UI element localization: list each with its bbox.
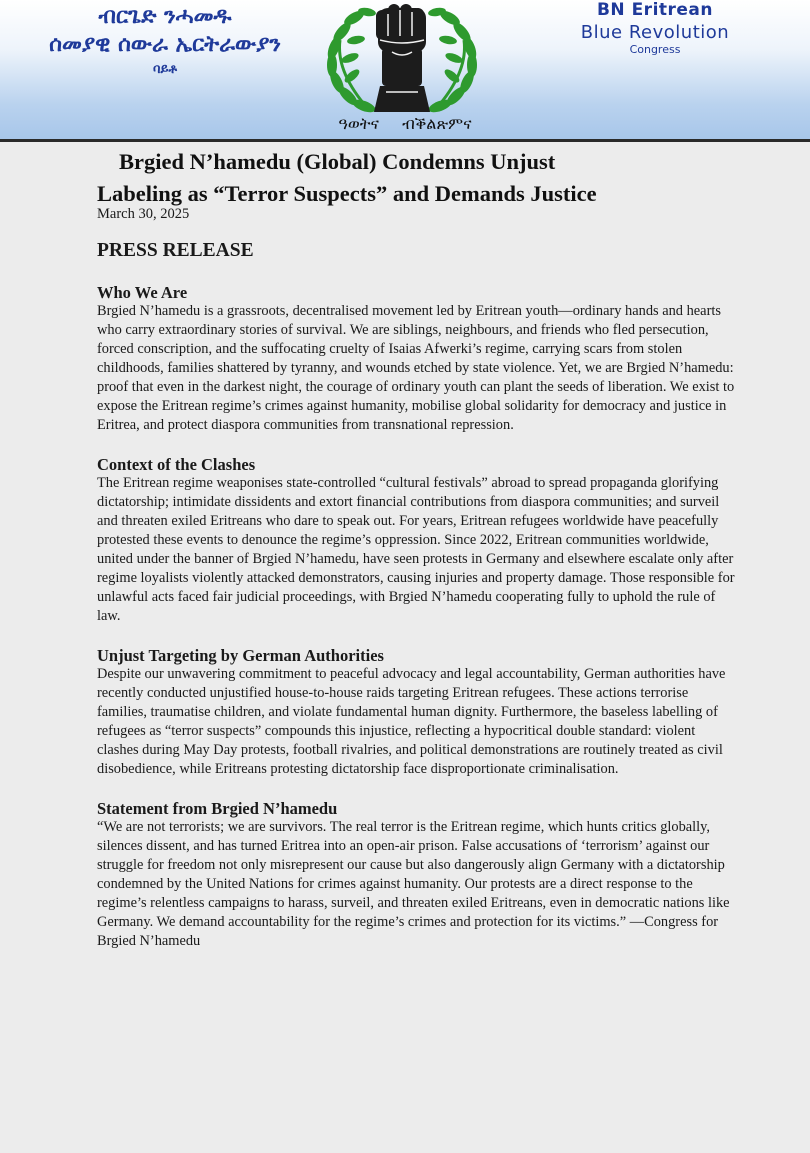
section-who-we-are	[97, 283, 737, 435]
tigrinya-name-line1: ብርጌድ ንሓመዱ	[98, 4, 232, 29]
section-context-of-clashes	[97, 455, 737, 626]
section-body: “We are not terrorists; we are survivors. The real terror is the Eritrean regime, which hunts critics globally, silences dissent, and has turned Eritrea into an open-air prison. False accusations of ‘terrorism’ against our struggle for freedom not only misrepresent our cause but also dangerously align Germany with a dictatorship condemned by the United Nations for crimes against humanity. Our protests are a direct response to the regime’s relentless campaigns to harass, surveil, and threaten exiled Eritreans, even in democratic nations like Germany. We demand accountability for the regime’s crimes and protection for its victims.” —Congress for Brgied N’hamedu	[97, 819, 730, 949]
press-release-label: PRESS RELEASE	[97, 240, 254, 261]
section-heading: Unjust Targeting by German Authorities	[97, 646, 384, 665]
section-heading: Who We Are	[97, 283, 188, 302]
section-heading: Context of the Clashes	[97, 455, 256, 474]
letterhead	[0, 0, 810, 140]
tigrinya-name-line3: ባይቶ	[153, 62, 177, 77]
section-heading: Statement from Brgied N’hamedu	[97, 799, 338, 818]
title-line2: Labeling as “Terror Suspects” and Demands Justice	[97, 181, 597, 206]
tigrinya-motto: ዓወትና ብቕልጽምና	[338, 114, 472, 133]
section-body: Despite our unwavering commitment to peaceful advocacy and legal accountability, German authorities have recently conducted unjustified house-to-house raids targeting Eritrean refugees. These actions terrorise families, traumatise children, and violate fundamental human dignity. Furthermore, the baseless labelling of refugees as “terror suspects” compounds this injustice, reflecting a hypocritical double standard: violent clashes during May Day protests, football rivalries, and political demonstrations are routinely treated as civil disobedience, while Eritreans protesting dictatorship face disproportionate criminalisation.	[97, 666, 726, 777]
tigrinya-name-line2: ሰመያዊ ሰውራ ኤርትራውያን	[49, 32, 281, 57]
release-date: March 30, 2025	[97, 206, 190, 222]
section-statement	[97, 799, 737, 951]
english-name-line2: Blue Revolution	[580, 22, 730, 43]
section-body: The Eritrean regime weaponises state-controlled “cultural festivals” abroad to spread propaganda glorifying dictatorship; intimidate dissidents and extort financial contributions from diaspora communities; and surveil and threaten exiled Eritreans who dare to speak out. For years, Eritrean refugees worldwide have peacefully protested these events to denounce the regime’s oppression. Since 2022, Eritrean communities worldwide, united under the banner of Brgied N’hamedu, have seen protests in Germany and elsewhere escalate only after regime loyalists violently attacked demonstrators, causing injuries and property damage. Those responsible for unlawful acts faced fair judicial proceedings, with Brgied N’hamedu cooperating fully to uphold the rule of law.	[97, 475, 735, 624]
english-name-line1: BN Eritrean	[596, 0, 714, 20]
page-title	[97, 146, 737, 210]
fist-laurel-logo-icon	[282, 0, 522, 118]
header-divider	[0, 139, 810, 142]
title-line1: Brgied N’hamedu (Global) Condemns Unjust	[119, 149, 556, 174]
english-name-line3: Congress	[629, 43, 681, 56]
press-release-body	[97, 146, 737, 951]
section-body: Brgied N’hamedu is a grassroots, decentralised movement led by Eritrean youth—ordinary hands and hearts who carry extraordinary stories of survival. We are siblings, neighbours, and friends who fled persecution, forced conscription, and the suffocating cruelty of Isaias Afwerki’s regime, carrying scars from stolen childhoods, families shattered by tyranny, and wounds etched by state violence. Yet, we are Brgied N’hamedu: proof that even in the darkest night, the courage of ordinary youth can plant the seeds of liberation. We exist to expose the Eritrean regime’s crimes against humanity, mobilise global solidarity for democracy and justice in Eritrea, and protect diaspora communities from transnational repression.	[97, 303, 735, 433]
section-unjust-targeting	[97, 646, 737, 779]
